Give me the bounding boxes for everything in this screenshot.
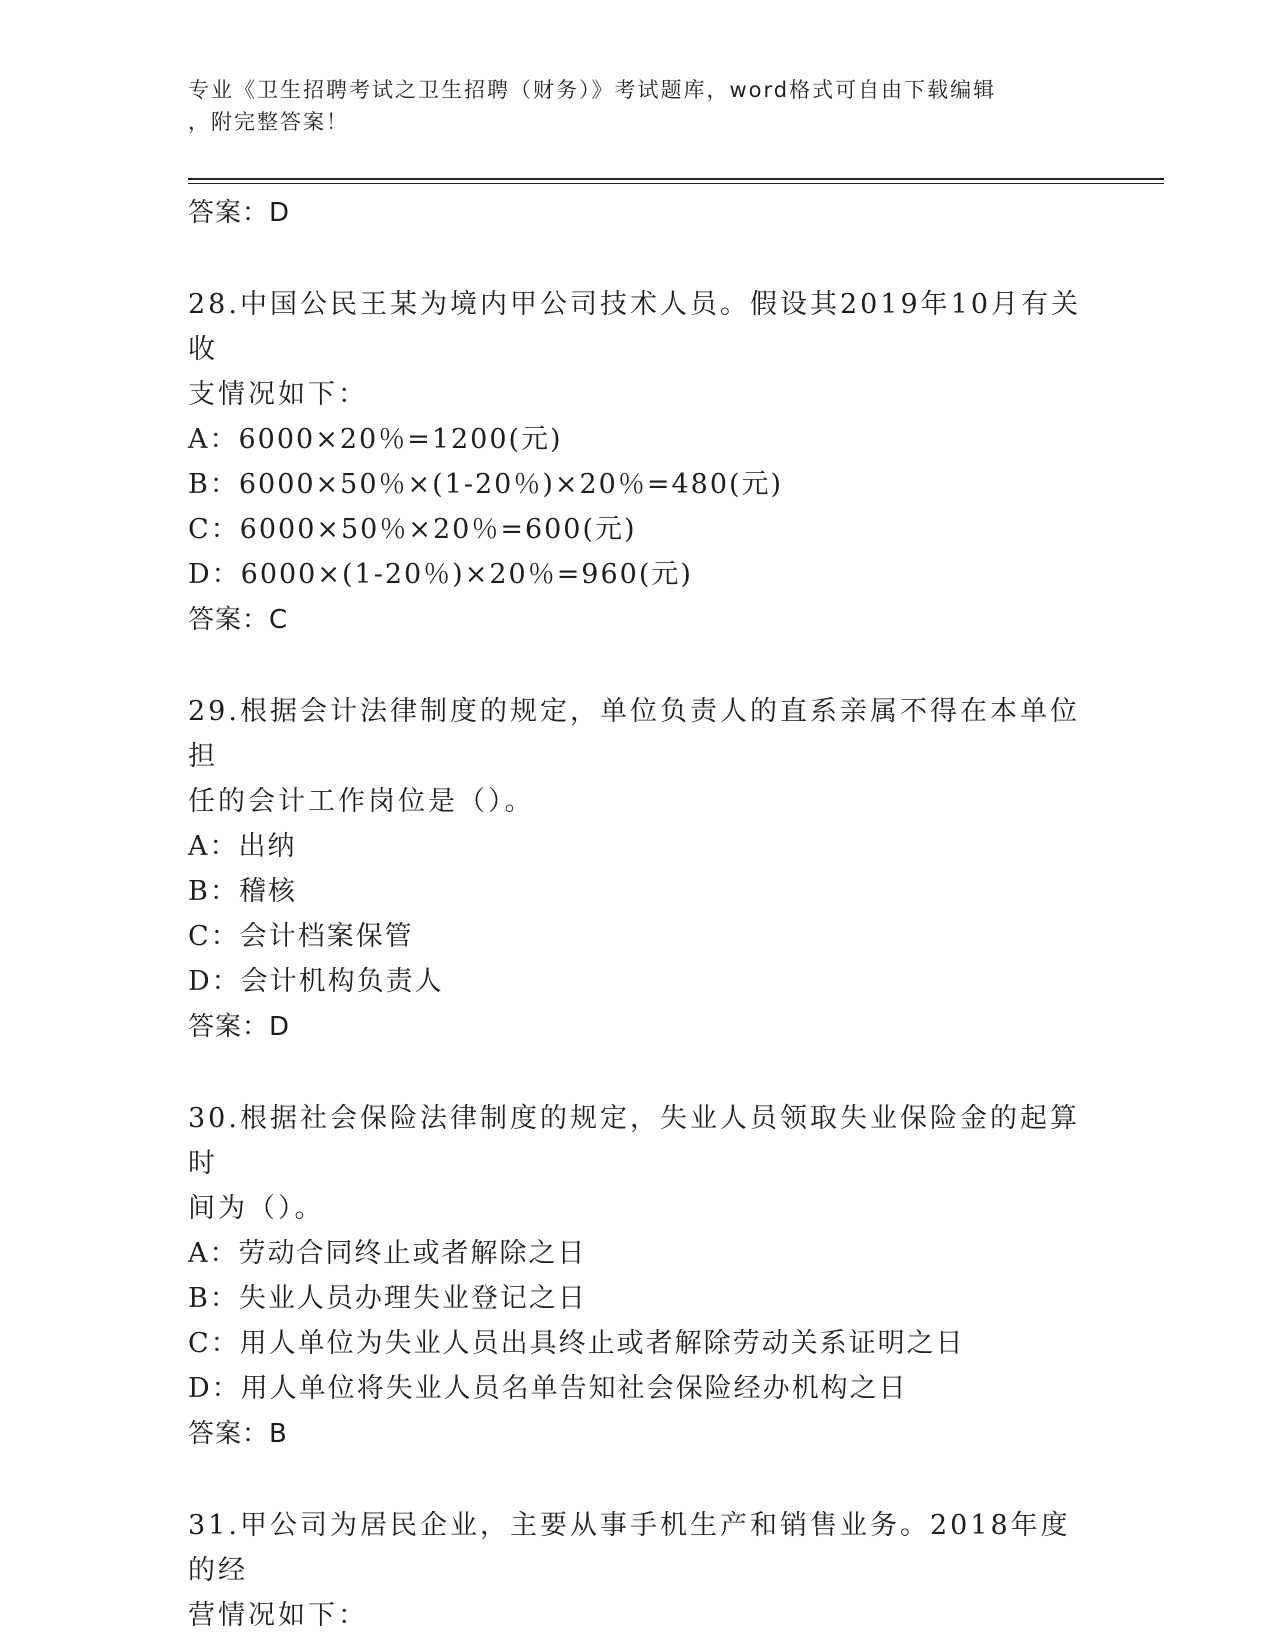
option-d: D：用人单位将失业人员名单告知社会保险经办机构之日 (188, 1373, 908, 1404)
option-a: A：6000×20％=1200(元) (188, 424, 563, 455)
question-31 (188, 1503, 1088, 1638)
option-c: C：6000×50％×20％=600(元) (188, 514, 637, 545)
header-line-2: ，附完整答案！ (188, 110, 349, 134)
option-c: C：会计档案保管 (188, 921, 414, 952)
option-c: C：用人单位为失业人员出具终止或者解除劳动关系证明之日 (188, 1328, 965, 1359)
option-d: D：6000×(1-20％)×20％=960(元) (188, 559, 693, 590)
question-text-cont: 营情况如下： (188, 1600, 368, 1631)
option-b: B：稽核 (188, 876, 297, 907)
answer-line: 答案：D (188, 1012, 291, 1042)
question-text-cont: 任的会计工作岗位是（）。 (188, 786, 535, 817)
header-line-1: 专业《卫生招聘考试之卫生招聘（财务）》考试题库，word格式可自由下载编辑 (188, 78, 997, 102)
option-b: B：6000×50％×(1-20％)×20％=480(元) (188, 469, 784, 500)
question-text: 31.甲公司为居民企业，主要从事手机生产和销售业务。2018年度的经 (188, 1510, 1071, 1586)
option-a: A：劳动合同终止或者解除之日 (188, 1238, 587, 1269)
document-header (188, 74, 1088, 138)
header-divider-thin (188, 183, 1164, 184)
question-text: 28.中国公民王某为境内甲公司技术人员。假设其2019年10月有关收 (188, 289, 1082, 365)
option-a: A：出纳 (188, 831, 297, 862)
question-29 (188, 689, 1088, 1050)
answer-line: 答案：D (188, 198, 291, 228)
question-text: 30.根据社会保险法律制度的规定，失业人员领取失业保险金的起算时 (188, 1103, 1080, 1179)
option-b: B：失业人员办理失业登记之日 (188, 1283, 587, 1314)
question-28 (188, 282, 1088, 643)
question-text-cont: 支情况如下： (188, 379, 368, 410)
question-list (188, 190, 1088, 1638)
option-d: D：会计机构负责人 (188, 966, 444, 997)
question-text-cont: 间为（）。 (188, 1193, 325, 1224)
answer-line: 答案：C (188, 605, 289, 635)
question-text: 29.根据会计法律制度的规定，单位负责人的直系亲属不得在本单位担 (188, 696, 1080, 772)
header-divider (188, 178, 1164, 180)
question-30 (188, 1096, 1088, 1457)
answer-line: 答案：B (188, 1419, 288, 1449)
